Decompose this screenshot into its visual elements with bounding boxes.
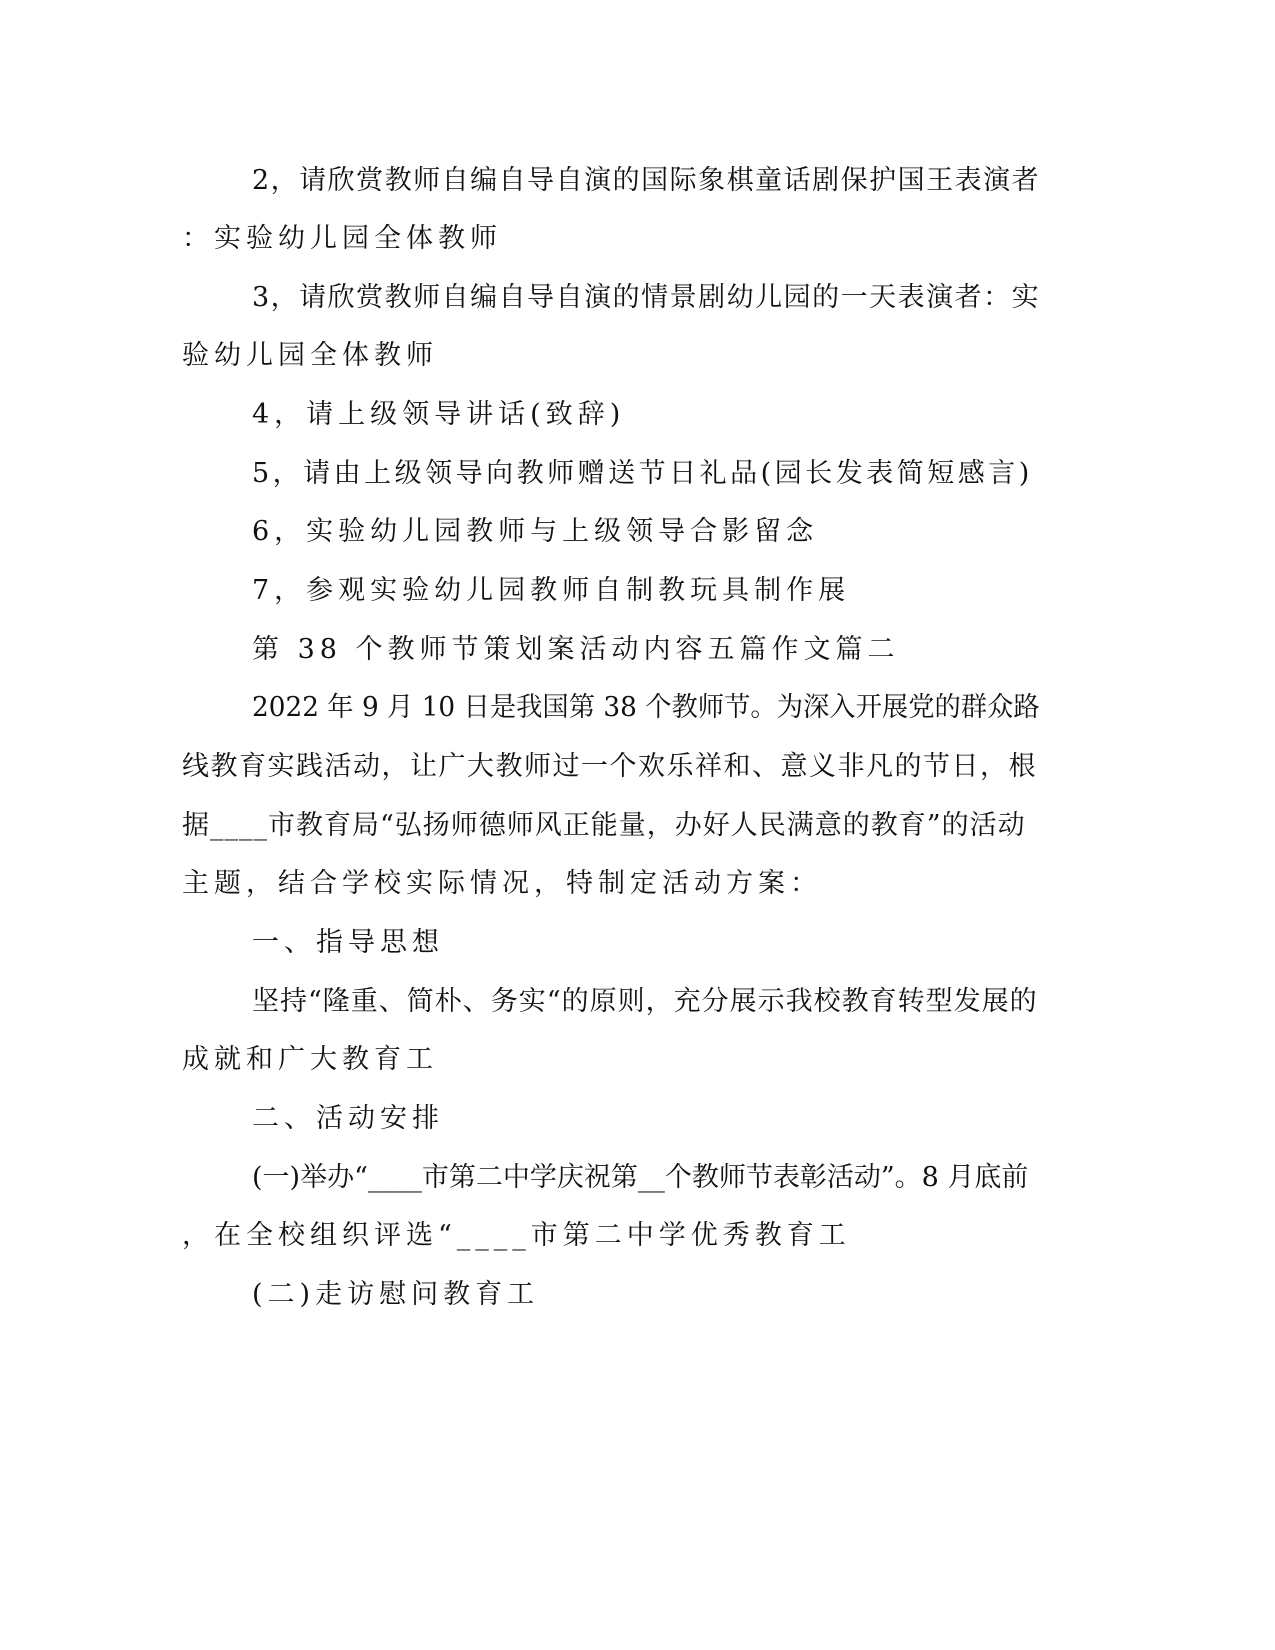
ideology-paragraph-line-1: 坚持“隆重、简朴、务实“的原则，充分展示我校教育转型发展的 — [252, 986, 1038, 1017]
program-item-6: 6，实验幼儿园教师与上级领导合影留念 — [252, 516, 819, 547]
program-item-5: 5，请由上级领导向教师赠送节日礼品(园长发表简短感言) — [252, 458, 1033, 489]
program-item-3: 3，请欣赏教师自编自导自演的情景剧幼儿园的一天表演者：实 — [252, 282, 1041, 313]
heading-guiding-ideology: 一、指导思想 — [252, 927, 444, 958]
intro-paragraph-line-2: 线教育实践活动，让广大教师过一个欢乐祥和、意义非凡的节日，根 — [182, 751, 1037, 782]
program-item-7: 7，参观实验幼儿园教师自制教玩具制作展 — [252, 575, 851, 606]
heading-activity-arrangement: 二、活动安排 — [252, 1103, 444, 1134]
arrangement-item-2: (二)走访慰问教育工 — [252, 1279, 540, 1310]
program-item-2-continued: ：实验幼儿园全体教师 — [182, 223, 502, 254]
intro-paragraph-line-3: 据____市教育局“弘扬师德师风正能量，办好人民满意的教育”的活动 — [182, 810, 1026, 841]
program-item-3-continued: 验幼儿园全体教师 — [182, 340, 438, 371]
ideology-paragraph-line-2: 成就和广大教育工 — [182, 1044, 438, 1075]
intro-paragraph-line-4: 主题，结合学校实际情况，特制定活动方案： — [182, 868, 822, 899]
program-item-4: 4，请上级领导讲话(致辞) — [252, 399, 626, 430]
section-title: 第 38 个教师节策划案活动内容五篇作文篇二 — [252, 634, 900, 665]
arrangement-item-1-line-1: (一)举办“____市第二中学庆祝第__个教师节表彰活动”。8 月底前 — [252, 1162, 1029, 1193]
program-item-2: 2，请欣赏教师自编自导自演的国际象棋童话剧保护国王表演者 — [252, 165, 1041, 196]
intro-paragraph-line-1: 2022 年 9 月 10 日是我国第 38 个教师节。为深入开展党的群众路 — [252, 692, 1040, 723]
arrangement-item-1-line-2: ，在全校组织评选“____市第二中学优秀教育工 — [182, 1220, 851, 1251]
